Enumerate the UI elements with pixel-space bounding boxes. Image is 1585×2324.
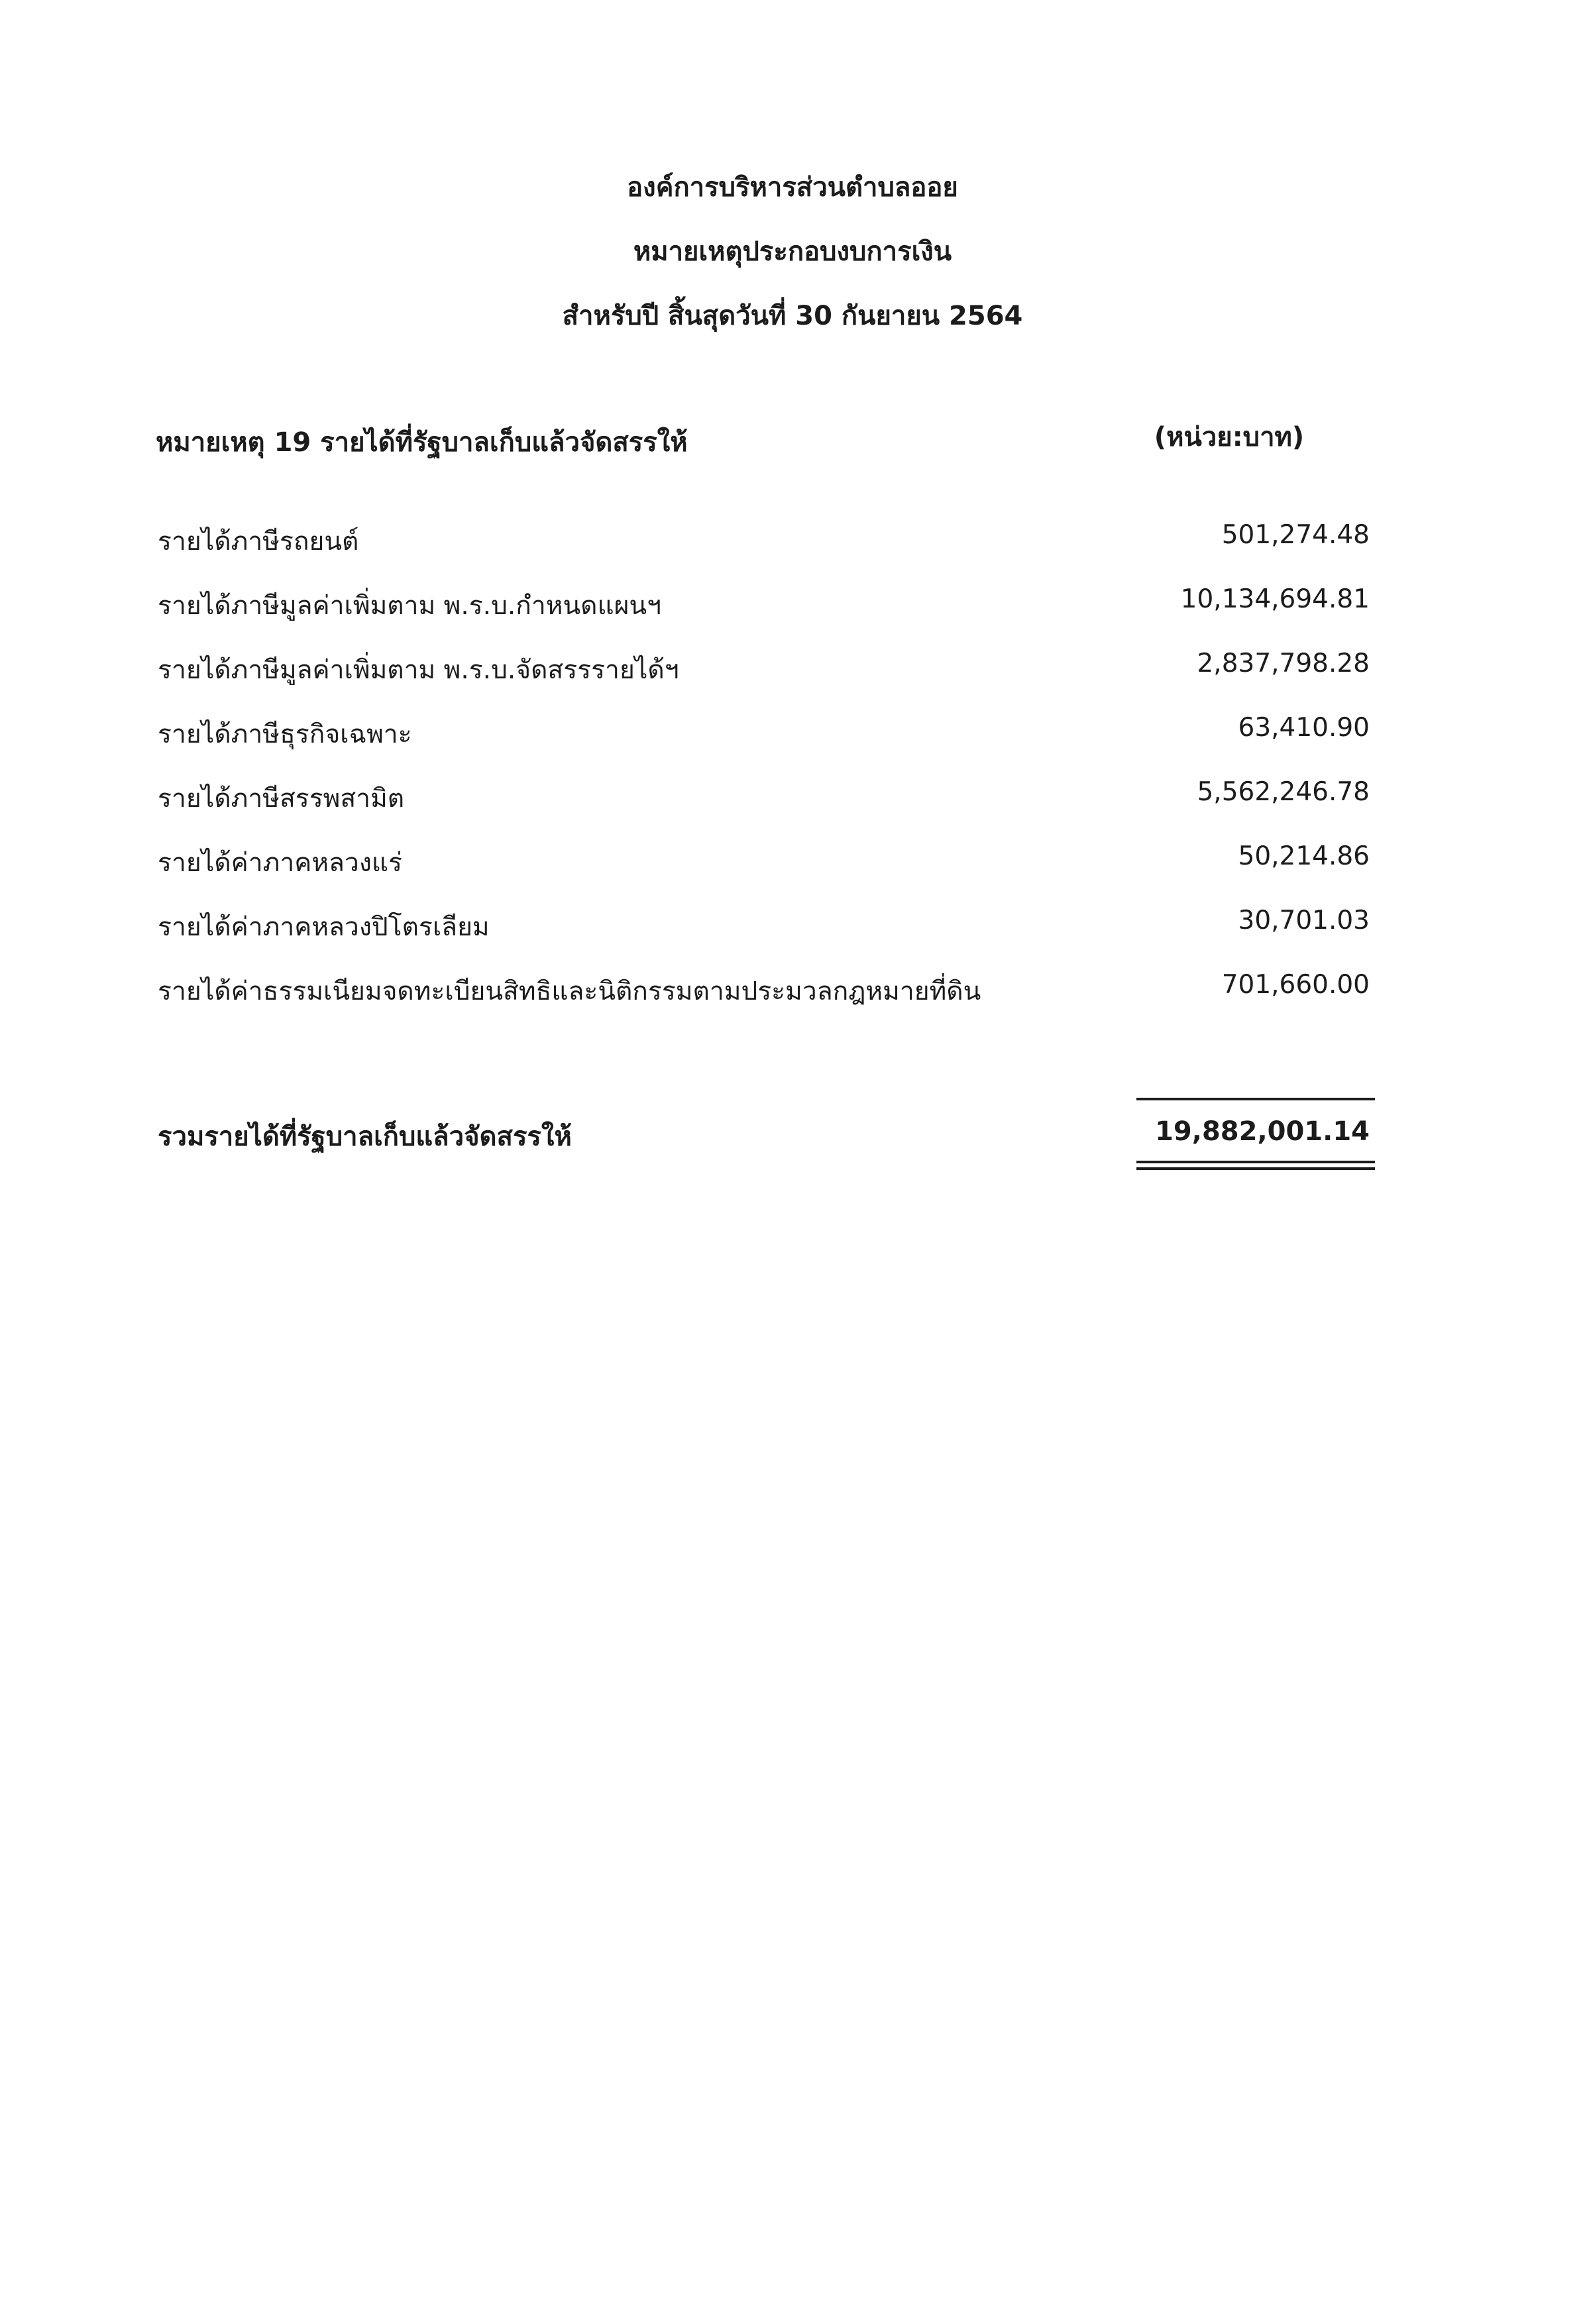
item-label: รายได้ภาษีรถยนต์ [158, 527, 359, 556]
table-row [0, 838, 1585, 902]
table-row [0, 645, 1585, 710]
organization-name: องค์การบริหารส่วนตำบลออย [627, 172, 958, 203]
table-row [0, 710, 1585, 774]
table-row [0, 967, 1585, 1031]
table-row [0, 517, 1585, 581]
unit-label: (หน่วย:บาท) [1154, 422, 1305, 452]
table-row [0, 581, 1585, 645]
revenue-items [0, 517, 1585, 1031]
total-top-rule [1136, 1098, 1375, 1100]
table-row [0, 902, 1585, 967]
item-label: รายได้ภาษีธุรกิจเฉพาะ [158, 719, 412, 749]
item-label: รายได้ค่าภาคหลวงแร่ [158, 848, 402, 878]
item-amount: 30,701.03 [1238, 906, 1370, 935]
item-amount: 50,214.86 [1238, 841, 1370, 871]
item-amount: 701,660.00 [1221, 970, 1370, 1000]
reporting-period: สำหรับปี สิ้นสุดวันที่ 30 กันยายน 2564 [562, 301, 1023, 331]
item-amount: 10,134,694.81 [1180, 584, 1370, 614]
total-double-underline [1136, 1161, 1375, 1170]
item-label: รายได้ภาษีมูลค่าเพิ่มตาม พ.ร.บ.กำหนดแผนฯ [158, 591, 661, 621]
item-amount: 501,274.48 [1221, 520, 1370, 550]
item-label: รายได้ค่าภาคหลวงปิโตรเลียม [158, 912, 490, 942]
item-label: รายได้ภาษีสรรพสามิต [158, 784, 405, 814]
item-amount: 5,562,246.78 [1197, 777, 1370, 807]
item-amount: 63,410.90 [1238, 713, 1370, 743]
item-label: รายได้ค่าธรรมเนียมจดทะเบียนสิทธิและนิติกรรมตามประมวลกฎหมายที่ดิน [158, 977, 981, 1006]
total-amount: 19,882,001.14 [1155, 1116, 1370, 1147]
item-amount: 2,837,798.28 [1197, 649, 1370, 678]
item-label: รายได้ภาษีมูลค่าเพิ่มตาม พ.ร.บ.จัดสรรรายได้ฯ [158, 655, 679, 685]
document-title: หมายเหตุประกอบงบการเงิน [633, 237, 952, 267]
table-row [0, 774, 1585, 838]
note-title: หมายเหตุ 19 รายได้ที่รัฐบาลเก็บแล้วจัดสรรให้ [156, 427, 688, 458]
total-label: รวมรายได้ที่รัฐบาลเก็บแล้วจัดสรรให้ [158, 1122, 572, 1152]
